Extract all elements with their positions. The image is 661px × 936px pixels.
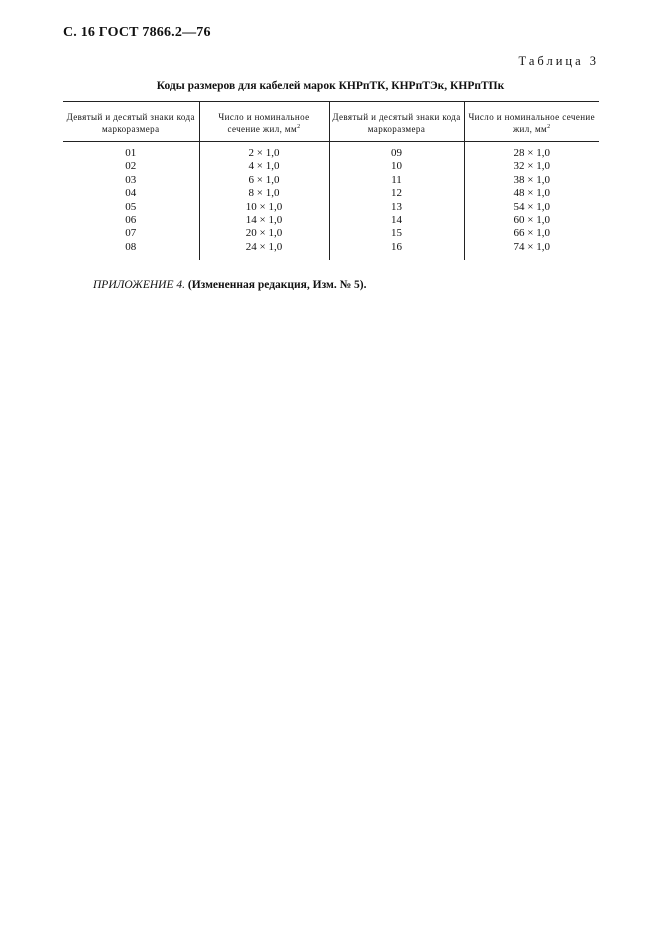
column-header-code: Девятый и десятый знаки кода маркоразмера — [329, 102, 464, 142]
code-cell: 13 — [329, 201, 464, 214]
table-row — [63, 187, 599, 200]
code-cell: 05 — [125, 200, 137, 213]
section-cell: 4 × 1,0 — [199, 160, 329, 173]
section-cell: 54 × 1,0 — [464, 201, 599, 214]
section-cell: 24 × 1,0 — [199, 241, 329, 260]
section-cell: 14 × 1,0 — [199, 214, 329, 227]
section-cell: 38 × 1,0 — [464, 174, 599, 187]
code-cell: 12 — [329, 187, 464, 200]
code-cell: 02 — [125, 160, 137, 173]
table-row — [63, 160, 599, 173]
section-cell: 74 × 1,0 — [464, 241, 599, 260]
section-cell: 2 × 1,0 — [199, 142, 329, 161]
code-cell: 10 — [329, 160, 464, 173]
code-cell: 07 — [125, 227, 137, 240]
section-cell: 48 × 1,0 — [464, 187, 599, 200]
section-cell: 60 × 1,0 — [464, 214, 599, 227]
note-text: (Измененная редакция, Изм. № 5). — [187, 279, 367, 291]
section-cell: 20 × 1,0 — [199, 227, 329, 240]
code-cell: 03 — [125, 173, 137, 186]
code-cell: 11 — [329, 174, 464, 187]
section-cell: 6 × 1,0 — [199, 174, 329, 187]
code-cell: 04 — [125, 187, 137, 200]
size-codes-table — [63, 101, 599, 260]
table-header-row — [63, 102, 599, 142]
page-header: С. 16 ГОСТ 7866.2—76 — [63, 25, 211, 40]
code-cell: 14 — [329, 214, 464, 227]
table-caption: Коды размеров для кабелей марок КНРпТК, КНРпТЭк, КНРпТПк — [156, 80, 505, 92]
code-cell: 15 — [329, 227, 464, 240]
note-prefix: ПРИЛОЖЕНИЕ 4. — [93, 279, 185, 291]
note — [93, 279, 367, 291]
table-row — [63, 142, 599, 161]
table-row — [63, 227, 599, 240]
table-number: Таблица 3 — [518, 54, 599, 68]
section-cell: 10 × 1,0 — [199, 201, 329, 214]
code-cell: 06 — [125, 214, 137, 227]
code-cell: 16 — [329, 241, 464, 260]
column-header-section: Число и номинальное сечение жил, $мм^2$ — [199, 102, 329, 142]
table-row — [63, 241, 599, 260]
column-header-section: Число и номинальное сечение жил, $мм^2$ — [464, 102, 599, 142]
section-cell: 66 × 1,0 — [464, 227, 599, 240]
code-cell: 01 — [125, 147, 137, 159]
table-head — [63, 102, 599, 142]
table-body — [63, 142, 599, 261]
section-cell: 28 × 1,0 — [464, 142, 599, 161]
code-cell: 09 — [329, 142, 464, 161]
table-row — [63, 214, 599, 227]
table-row — [63, 174, 599, 187]
section-cell: 8 × 1,0 — [199, 187, 329, 200]
section-cell: 32 × 1,0 — [464, 160, 599, 173]
code-cell: 08 — [125, 240, 137, 253]
table-row — [63, 201, 599, 214]
column-header-code: Девятый и десятый знаки кода маркоразмера — [63, 102, 199, 142]
